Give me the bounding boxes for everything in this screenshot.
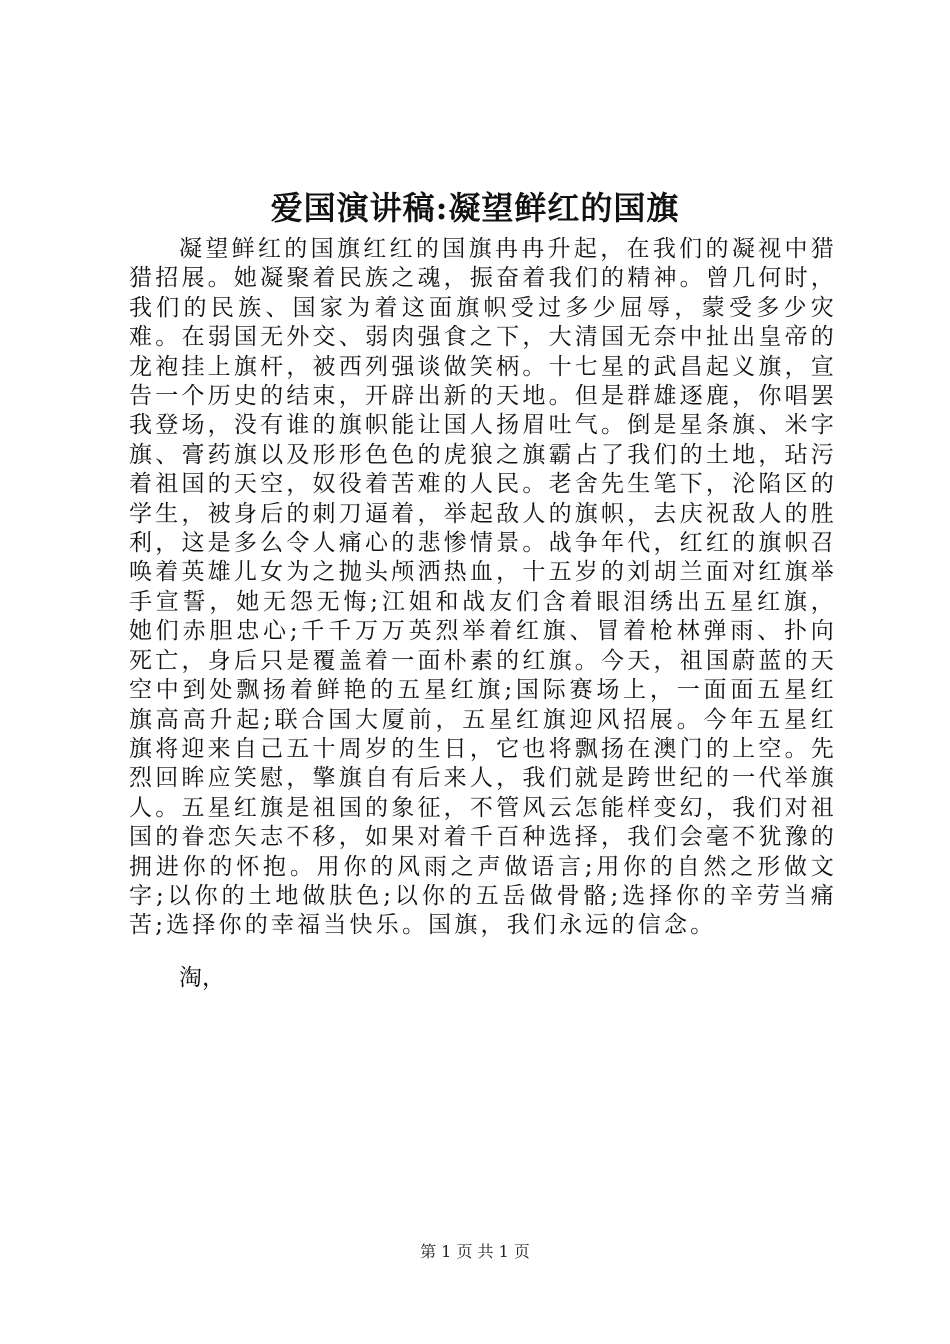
page-footer: 第 1 页 共 1 页 — [420, 1242, 530, 1261]
body-paragraph: 凝望鲜红的国旗红红的国旗冉冉升起，在我们的凝视中猎猎招展。她凝聚着民族之魂，振奋着我们的精神。曾几何时，我们的民族、国家为着这面旗帜受过多少屈辱，蒙受多少灾难。在弱国无外交、弱肉强食之下，大清国无奈中扯出皇帝的龙袍挂上旗杆，被西列强谈做笑柄。十七星的武昌起义旗，宣告一个历史的结束，开辟出新的天地。但是群雄逐鹿，你唱罢我登场，没有谁的旗帜能让国人扬眉吐气。倒是星条旗、米字旗、膏药旗以及形形色色的虎狼之旗霸占了我们的土地，玷污着祖国的天空，奴役着苦难的人民。老舍先生笔下，沦陷区的学生，被身后的刺刀逼着，举起敌人的旗帜，去庆祝敌人的胜利，这是多么令人痛心的悲惨情景。战争年代，红红的旗帜召唤着英雄儿女为之抛头颅洒热血，十五岁的刘胡兰面对红旗举手宣誓，她无怨无悔;江姐和战友们含着眼泪绣出五星红旗，她们赤胆忠心;千千万万英烈举着红旗、冒着枪林弹雨、扑向死亡，身后只是覆盖着一面朴素的红旗。今天，祖国蔚蓝的天空中到处飘扬着鲜艳的五星红旗;国际赛场上，一面面五星红旗高高升起;联合国大厦前，五星红旗迎风招展。今年五星红旗将迎来自己五十周岁的生日，它也将飘扬在澳门的上空。先烈回眸应笑慰，擎旗自有后来人，我们就是跨世纪的一代举旗人。五星红旗是祖国的象征，不管风云怎能样变幻，我们对祖国的眷恋矢志不移，如果对着千百种选择，我们会毫不犹豫的拥进你的怀抱。用你的风雨之声做语言;用你的自然之形做文字;以你的土地做肤色;以你的五岳做骨骼;选择你的辛劳当痛苦;选择你的幸福当快乐。国旗，我们永远的信念。 — [129, 236, 837, 939]
closing-line: 淘， — [179, 965, 225, 991]
document-title: 爱国演讲稿:凝望鲜红的国旗 — [270, 189, 680, 227]
